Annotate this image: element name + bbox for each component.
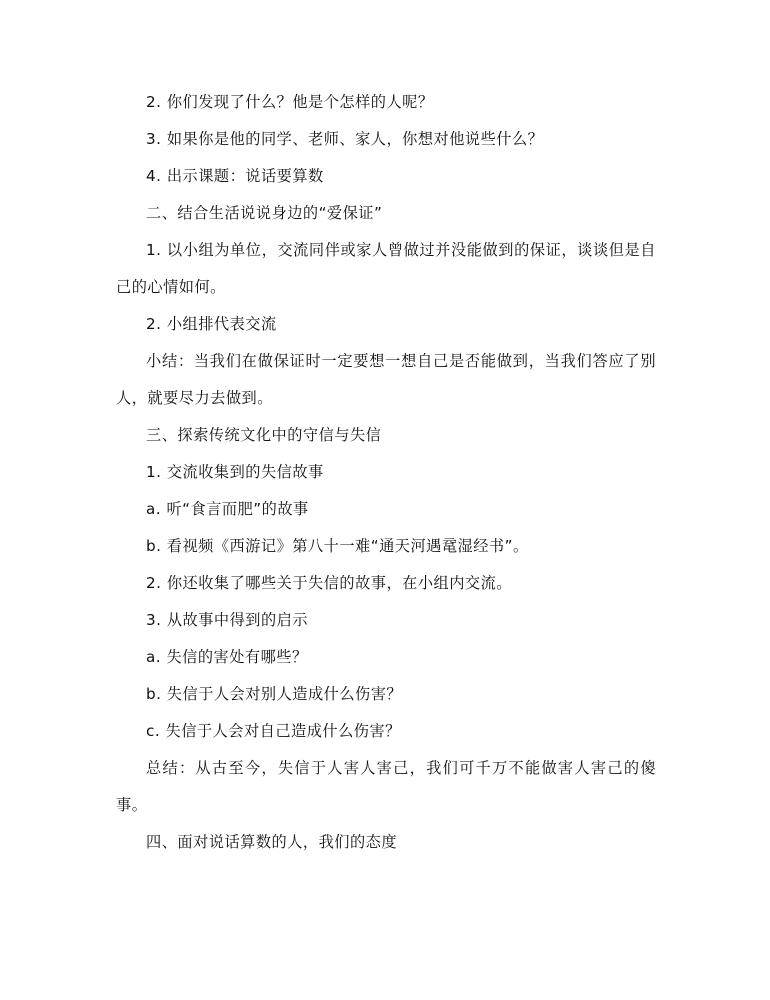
paragraph-exchange-stories: 1. 交流收集到的失信故事 (146, 463, 324, 481)
paragraph-question-2: 2. 你们发现了什么？他是个怎样的人呢？ (146, 93, 434, 111)
section-heading-3: 三、探索传统文化中的守信与失信 (146, 426, 382, 444)
paragraph-item-a-listen: a. 听“食言而肥”的故事 (146, 500, 309, 518)
document-body (116, 84, 656, 861)
paragraph-inspiration: 3. 从故事中得到的启示 (146, 611, 309, 629)
paragraph-item-c-harm-self: c. 失信于人会对自己造成什么伤害？ (146, 722, 401, 740)
section-heading-4: 四、面对说话算数的人，我们的态度 (146, 833, 397, 851)
paragraph-show-topic: 4. 出示课题：说话要算数 (146, 167, 324, 185)
paragraph-collected-stories: 2. 你还收集了哪些关于失信的故事，在小组内交流。 (146, 574, 512, 592)
paragraph-summary-1: 小结：当我们在做保证时一定要想一想自己是否能做到，当我们答应了别人，就要尽力去做到。 (116, 352, 656, 407)
paragraph-item-b-harm-others: b. 失信于人会对别人造成什么伤害？ (146, 685, 403, 703)
paragraph-conclusion: 总结：从古至今，失信于人害人害己，我们可千万不能做害人害己的傻事。 (116, 759, 656, 814)
paragraph-group-discussion: 1. 以小组为单位，交流同伴或家人曾做过并没能做到的保证，谈谈但是自己的心情如何。 (116, 241, 656, 296)
paragraph-item-a-harm: a. 失信的害处有哪些？ (146, 648, 308, 666)
paragraph-item-b-video: b. 看视频《西游记》第八十一难“通天河遇鼋湿经书”。 (146, 537, 529, 555)
paragraph-group-report: 2. 小组排代表交流 (146, 315, 277, 333)
section-heading-2: 二、结合生活说说身边的“爱保证” (146, 204, 383, 222)
paragraph-question-3: 3. 如果你是他的同学、老师、家人，你想对他说些什么？ (146, 130, 544, 148)
